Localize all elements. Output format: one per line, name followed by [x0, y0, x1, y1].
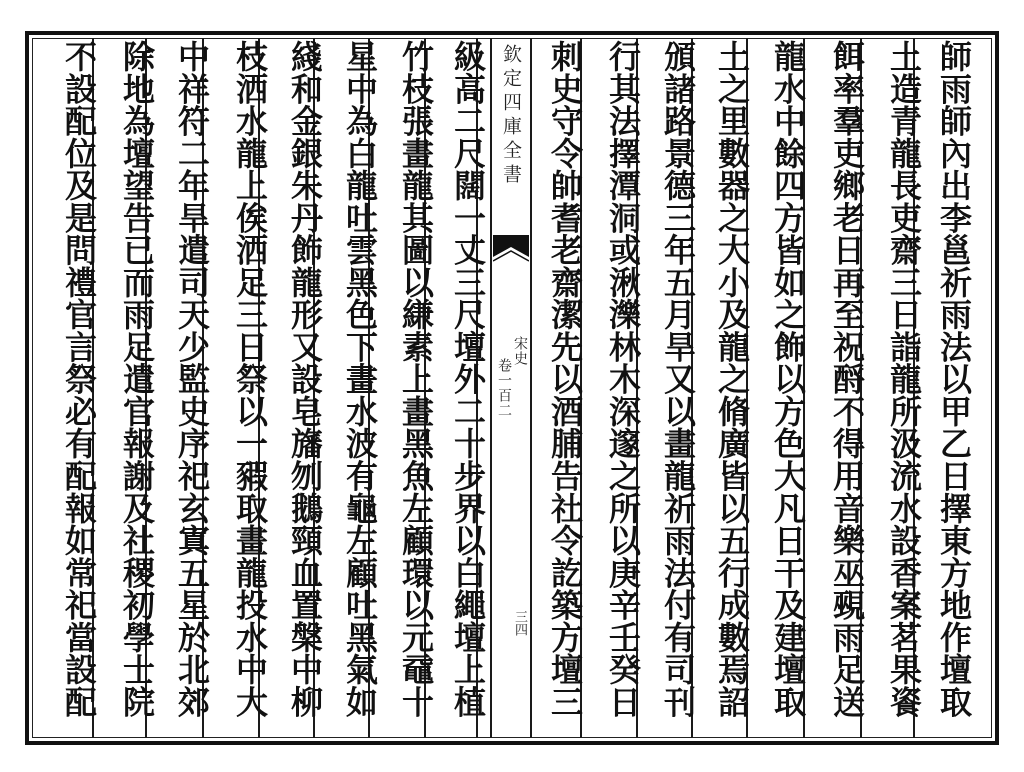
text-column: 龍水中餘四方皆如之飾以方色大凡日干及建壇取 — [769, 40, 807, 718]
text-column: 綫和金銀朱丹飾龍形又設皂旛刎鵝頸血置槃中柳 — [286, 40, 324, 718]
center-fold-panel — [493, 40, 529, 736]
column-divider — [530, 38, 532, 738]
volume-number: 卷一百二 — [496, 358, 512, 418]
text-column: 刺史守令帥耆老齋潔先以酒脯告社令訖築方壇三 — [546, 40, 584, 718]
text-column: 級高二尺闊一丈三尺壇外二十步界以白繩壇上植 — [449, 40, 487, 718]
fishtail-mark — [493, 235, 529, 265]
page-number: 三四 — [512, 610, 527, 636]
text-column: 土造青龍長吏齋三日詣龍所汲流水設香案茗果餈 — [885, 40, 923, 718]
text-column: 中祥符二年旱遣司天少監史序祀玄寘五星於北郊 — [173, 40, 211, 718]
text-column: 竹枝張畫龍其圖以縑素上畫黑魚左顧環以元黿十 — [397, 40, 435, 718]
text-column: 行其法擇潭洞或湫濼林木深邃之所以庚辛壬癸日 — [604, 40, 642, 718]
text-column: 不設配位及是問禮官言祭必有配報如常祀當設配 — [60, 40, 98, 718]
text-column: 餌率羣吏鄉老日再至祝酹不得用音樂巫覡雨足送 — [828, 40, 866, 718]
book-title: 宋史 — [512, 336, 528, 366]
column-divider — [490, 38, 492, 738]
text-column: 師雨師內出李邕祈雨法以甲乙日擇東方地作壇取 — [935, 40, 973, 718]
text-column: 土之里數器之大小及龍之脩廣皆以五行成數焉詔 — [713, 40, 751, 718]
text-column: 星中為白龍吐雲黑色下畫水波有龜左顧吐黑氣如 — [341, 40, 379, 718]
text-column: 枝洒水龍上俟洒足三日祭以一豭取畫龍投水中大 — [231, 40, 269, 718]
text-column: 除地為壇望告已而雨足遣官報謝及社稷初學士院 — [118, 40, 156, 718]
text-column: 頒諸路景德三年五月旱又以畫龍祈雨法付有司刊 — [659, 40, 697, 718]
collection-title: 欽定四庫全書 — [500, 44, 522, 188]
